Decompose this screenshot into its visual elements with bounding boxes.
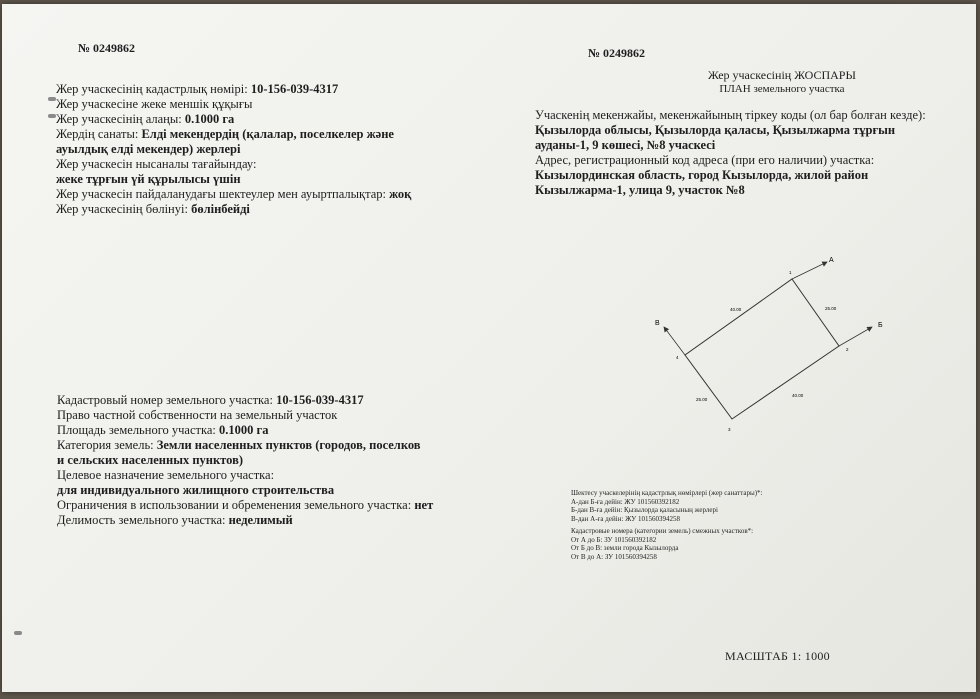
ru-purpose-label: Целевое назначение земельного участка: — [57, 468, 275, 482]
binder-mark — [14, 631, 22, 635]
address-ru-line-2: Кызылжарма-1, улица 9, участок №8 — [535, 183, 745, 197]
ru-ownership: Право частной собственности на земельный участок — [57, 408, 338, 422]
ru-restrictions-value: нет — [414, 498, 434, 512]
address-ru-line-1: Кызылординская область, город Кызылорда, жилой район — [535, 168, 869, 182]
arrow-b — [839, 327, 872, 346]
neighbors-ru-line: От Б до В: земли города Кызылорда — [571, 544, 679, 552]
binder-mark — [48, 114, 56, 118]
certificate-sheet — [2, 4, 976, 692]
ru-category-value-2: и сельских населенных пунктов) — [57, 453, 244, 467]
ru-area-row — [57, 423, 268, 439]
ru-area-value: 0.1000 га — [219, 423, 269, 437]
kz-category-label: Жердің санаты: — [56, 127, 139, 141]
ru-divisibility-label: Делимость земельного участка: — [57, 513, 226, 527]
ru-divisibility-row — [57, 513, 293, 529]
ru-restrictions-label: Ограничения в использовании и обременения земельного участка: — [57, 498, 412, 512]
kz-divisibility-row — [56, 202, 250, 218]
kz-cadastral-row — [56, 82, 338, 98]
kz-category-row — [56, 127, 394, 143]
plot-outline — [685, 279, 839, 419]
ru-area-label: Площадь земельного участка: — [57, 423, 216, 437]
edge-label-1-2: 25.00 — [825, 306, 837, 311]
kz-divisibility-value: бөлінбейді — [191, 202, 250, 216]
neighbors-ru-line: От В до А: ЗУ 101560394258 — [571, 552, 657, 561]
kz-category-value-1: Елді мекендердің (қалалар, поселкелер және — [141, 127, 394, 141]
kz-restrictions-value: жоқ — [389, 187, 412, 201]
neighbors-ru-title: Кадастровые номера (категории земель) смежных участков*: — [571, 527, 754, 535]
doc-number-right: № 0249862 — [588, 46, 646, 60]
ru-divisibility-value: неделимый — [228, 513, 293, 527]
scale-label: МАСШТАБ 1: 1000 — [725, 649, 830, 663]
direction-label-b: Б — [878, 322, 883, 329]
ru-cadastral-label: Кадастровый номер земельного участка: — [57, 393, 273, 407]
arrow-a — [792, 262, 827, 279]
kz-divisibility-label: Жер учаскесінің бөлінуі: — [56, 202, 188, 216]
kz-purpose-label: Жер учаскесін нысаналы тағайындау: — [56, 157, 257, 171]
doc-number-left: № 0249862 — [78, 41, 136, 55]
address-ru-label: Адрес, регистрационный код адреса (при его наличии) участка: — [535, 153, 875, 167]
neighbors-kz-line: В-дан А-ға дейін: ЖУ 101560394258 — [571, 514, 680, 523]
edge-label-3-4: 25.00 — [696, 397, 708, 402]
neighbors-ru-line: От А до Б: ЗУ 101560392182 — [571, 535, 657, 544]
kz-cadastral-label: Жер учаскесінің кадастрлық нөмірі: — [56, 82, 248, 96]
ru-restrictions-row — [57, 498, 433, 514]
neighbors-kz-line: Б-дан В-ға дейін: Қызылорда қаласының жерлері — [571, 506, 718, 514]
ru-cadastral-value: 10-156-039-4317 — [276, 393, 364, 407]
point-label-1: 1 — [789, 270, 792, 275]
kz-category-value-2: ауылдық елді мекендер) жерлері — [56, 142, 241, 156]
kz-restrictions-row — [56, 187, 411, 203]
direction-label-a: А — [829, 257, 834, 264]
ru-cadastral-row — [57, 393, 364, 409]
ru-category-label: Категория земель: — [57, 438, 154, 452]
kz-area-label: Жер учаскесінің алаңы: — [56, 112, 182, 126]
ru-category-value-1: Земли населенных пунктов (городов, поселков — [156, 438, 421, 452]
ru-category-row — [57, 438, 421, 454]
kz-area-value: 0.1000 га — [184, 112, 235, 126]
point-label-3: 3 — [728, 427, 731, 432]
kz-area-row — [56, 112, 234, 128]
neighbors-ru — [571, 527, 753, 561]
kz-ownership: Жер учаскесіне жеке меншік құқығы — [56, 97, 253, 111]
plan-title — [682, 68, 882, 96]
plan-title-ru: ПЛАН земельного участка — [719, 83, 845, 95]
land-plot-diagram — [642, 249, 882, 444]
neighbors-kz-title: Шектесу учаскелерінің кадастрлық нөмірлері (жер санаттары)*: — [571, 489, 763, 497]
arrow-v — [664, 327, 685, 355]
kz-restrictions-label: Жер учаскесін пайдаланудағы шектеулер мен ауыртпалықтар: — [56, 187, 386, 201]
point-label-4: 4 — [676, 355, 679, 360]
binder-mark — [48, 97, 56, 101]
address-kz-line-2: ауданы-1, 9 көшесі, №8 учаскесі — [535, 138, 716, 152]
neighbors-kz-line: А-дан Б-ға дейін: ЖУ 101560392182 — [571, 497, 680, 506]
kz-purpose-value: жеке тұрғын үй құрылысы үшін — [56, 172, 241, 186]
plan-title-kz: Жер учаскесінің ЖОСПАРЫ — [708, 68, 856, 82]
kz-cadastral-value: 10-156-039-4317 — [250, 82, 339, 96]
edge-label-4-1: 40.00 — [730, 307, 742, 312]
direction-label-v: В — [655, 320, 660, 327]
ru-purpose-value: для индивидуального жилищного строительства — [57, 483, 335, 497]
neighbors-kz — [571, 489, 762, 523]
edge-label-2-3: 40.00 — [792, 393, 804, 398]
point-label-2: 2 — [846, 347, 849, 352]
address-kz-line-1: Қызылорда облысы, Қызылорда қаласы, Қызылжарма тұрғын — [535, 123, 896, 137]
address-kz-label: Учаскенің мекенжайы, мекенжайының тіркеу коды (ол бар болған кезде): — [535, 108, 926, 122]
